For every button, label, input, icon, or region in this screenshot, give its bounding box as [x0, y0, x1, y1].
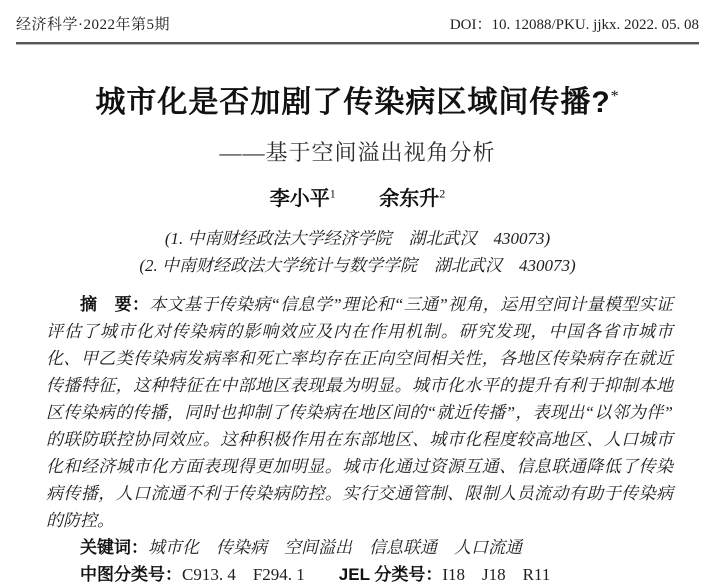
author-line [0, 185, 715, 213]
classification-line [46, 561, 673, 588]
affiliation-line-1: (1. 中南财经政法大学经济学院 湖北武汉 430073) [164, 229, 551, 248]
header-divider-rule [16, 42, 699, 45]
paper-subtitle: ——基于空间溢出视角分析 [219, 140, 496, 165]
paper-title [0, 83, 715, 123]
abstract-paragraph [46, 291, 673, 534]
journal-issue-label: 经济科学·2022年第5期 [16, 17, 170, 33]
clc-codes: C913. 4 F294. 1 [182, 565, 305, 584]
front-matter-block [46, 291, 673, 588]
doi-label: DOI：10. 12088/PKU. jjkx. 2022. 05. 08 [449, 17, 699, 33]
paper-title-text: 城市化是否加剧了传染病区域间传播? [95, 86, 611, 119]
page-header [0, 0, 715, 34]
jel-codes: I18 J18 R11 [442, 565, 551, 584]
keywords-line [46, 534, 673, 561]
author-1-name: 李小平 [269, 188, 330, 210]
keywords-text: 城市化 传染病 空间溢出 信息联通 人口流通 [148, 538, 522, 557]
author-1-affiliation-mark: 1 [329, 186, 336, 201]
clc-label: 中图分类号： [80, 565, 182, 584]
keywords-label: 关键词： [80, 538, 148, 557]
author-2-affiliation-mark: 2 [439, 186, 446, 201]
affiliation-line-2: (2. 中南财经政法大学统计与数学学院 湖北武汉 430073) [139, 256, 576, 275]
abstract-text: 本文基于传染病“信息学”理论和“三通”视角，运用空间计量模型实证评估了城市化对传染病的影响效应及内在作用机制。研究发现，中国各省市城市化、甲乙类传染病发病率和死亡率均存在正向空间相关性，各地区传染病存在就近传播特征，这种特征在中部地区表现最为明显。城市化水平的提升有利于抑制本地区传染病的传播，同时也抑制了传染病在地区间的“就近传播”，表现出“以邻为伴”的联防联控协同效应。这种积极作用在东部地区、城市化程度较高地区、人口城市化和经济城市化方面表现得更加明显。城市化通过资源互通、信息联通降低了传染病传播，人口流通不利于传染病防控。实行交通管制、限制人员流动有助于传染病的防控。 [46, 295, 673, 530]
affiliation-block [0, 225, 715, 279]
jel-label: JEL 分类号： [338, 565, 443, 584]
author-2-name: 余东升 [379, 188, 440, 210]
title-footnote-marker: * [610, 88, 620, 105]
author-2 [379, 188, 445, 210]
abstract-label: 摘 要： [80, 295, 150, 314]
author-1 [270, 188, 336, 210]
